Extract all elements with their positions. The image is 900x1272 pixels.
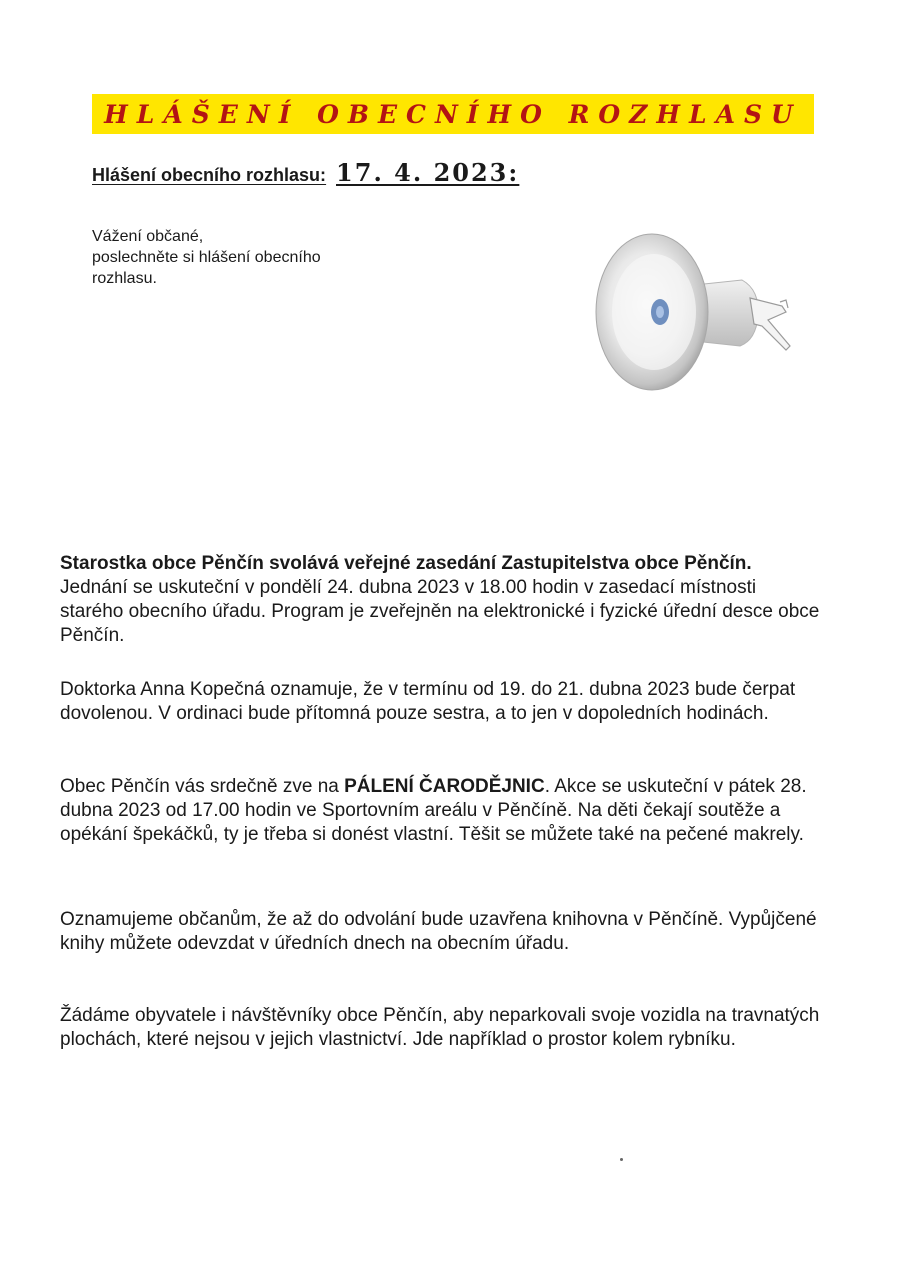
announcement-event-text-after: . Akce se uskuteční v pátek 28. dubna 2023 od 17.00 hodin ve Sportovním areálu v Pěnčíně. Na děti čekají soutěže a opékání špekáčků, ty je třeba si donést vlastní. Těšit se můžete také na pečené makrely. — [60, 776, 807, 845]
date-heading — [92, 158, 519, 187]
announcement-parking-text: Žádáme obyvatele i návštěvníky obce Pěnčín, aby neparkovali svoje vozidla na travnatých plochách, které nejsou v jejich vlastnictví. Jde například o prostor kolem rybníku. — [60, 1005, 820, 1050]
greeting-line-1: Vážení občané, — [92, 228, 204, 245]
announcement-library — [60, 908, 820, 956]
announcement-meeting-text: Jednání se uskuteční v pondělí 24. dubna 2023 v 18.00 hodin v zasedací místnosti starého obecního úřadu. Program je zveřejněn na elektronické i fyzické úřední desce obce Pěnčín. — [60, 577, 820, 646]
announcement-library-text: Oznamujeme občanům, že až do odvolání bude uzavřena knihovna v Pěnčíně. Vypůjčené knihy můžete odevzdat v úředních dnech na obecním úřadu. — [60, 909, 817, 954]
announcement-meeting — [60, 552, 820, 648]
date-label: Hlášení obecního rozhlasu: — [92, 165, 327, 185]
announcement-meeting-lead: Starostka obce Pěnčín svolává veřejné zasedání Zastupitelstva obce Pěnčín. — [60, 553, 752, 574]
announcement-event — [60, 775, 820, 847]
megaphone-icon — [590, 228, 805, 403]
greeting-line-2: poslechněte si hlášení obecního — [92, 249, 321, 266]
greeting-line-3: rozhlasu. — [92, 270, 157, 287]
announcement-doctor-text: Doktorka Anna Kopečná oznamuje, že v termínu od 19. do 21. dubna 2023 bude čerpat dovolenou. V ordinaci bude přítomná pouze sestra, a to jen v dopoledních hodinách. — [60, 679, 796, 724]
greeting — [92, 226, 392, 289]
page-title: HLÁŠENÍ OBECNÍHO ROZHLASU — [104, 99, 802, 129]
announcement-event-text-before: Obec Pěnčín vás srdečně zve na — [60, 776, 345, 797]
scan-speck — [620, 1158, 623, 1161]
date-value: 17. 4. 2023: — [336, 158, 520, 187]
title-banner — [92, 94, 814, 134]
announcement-event-name: PÁLENÍ ČARODĚJNIC — [344, 776, 545, 797]
announcement-parking — [60, 1004, 820, 1052]
announcement-doctor — [60, 678, 820, 726]
